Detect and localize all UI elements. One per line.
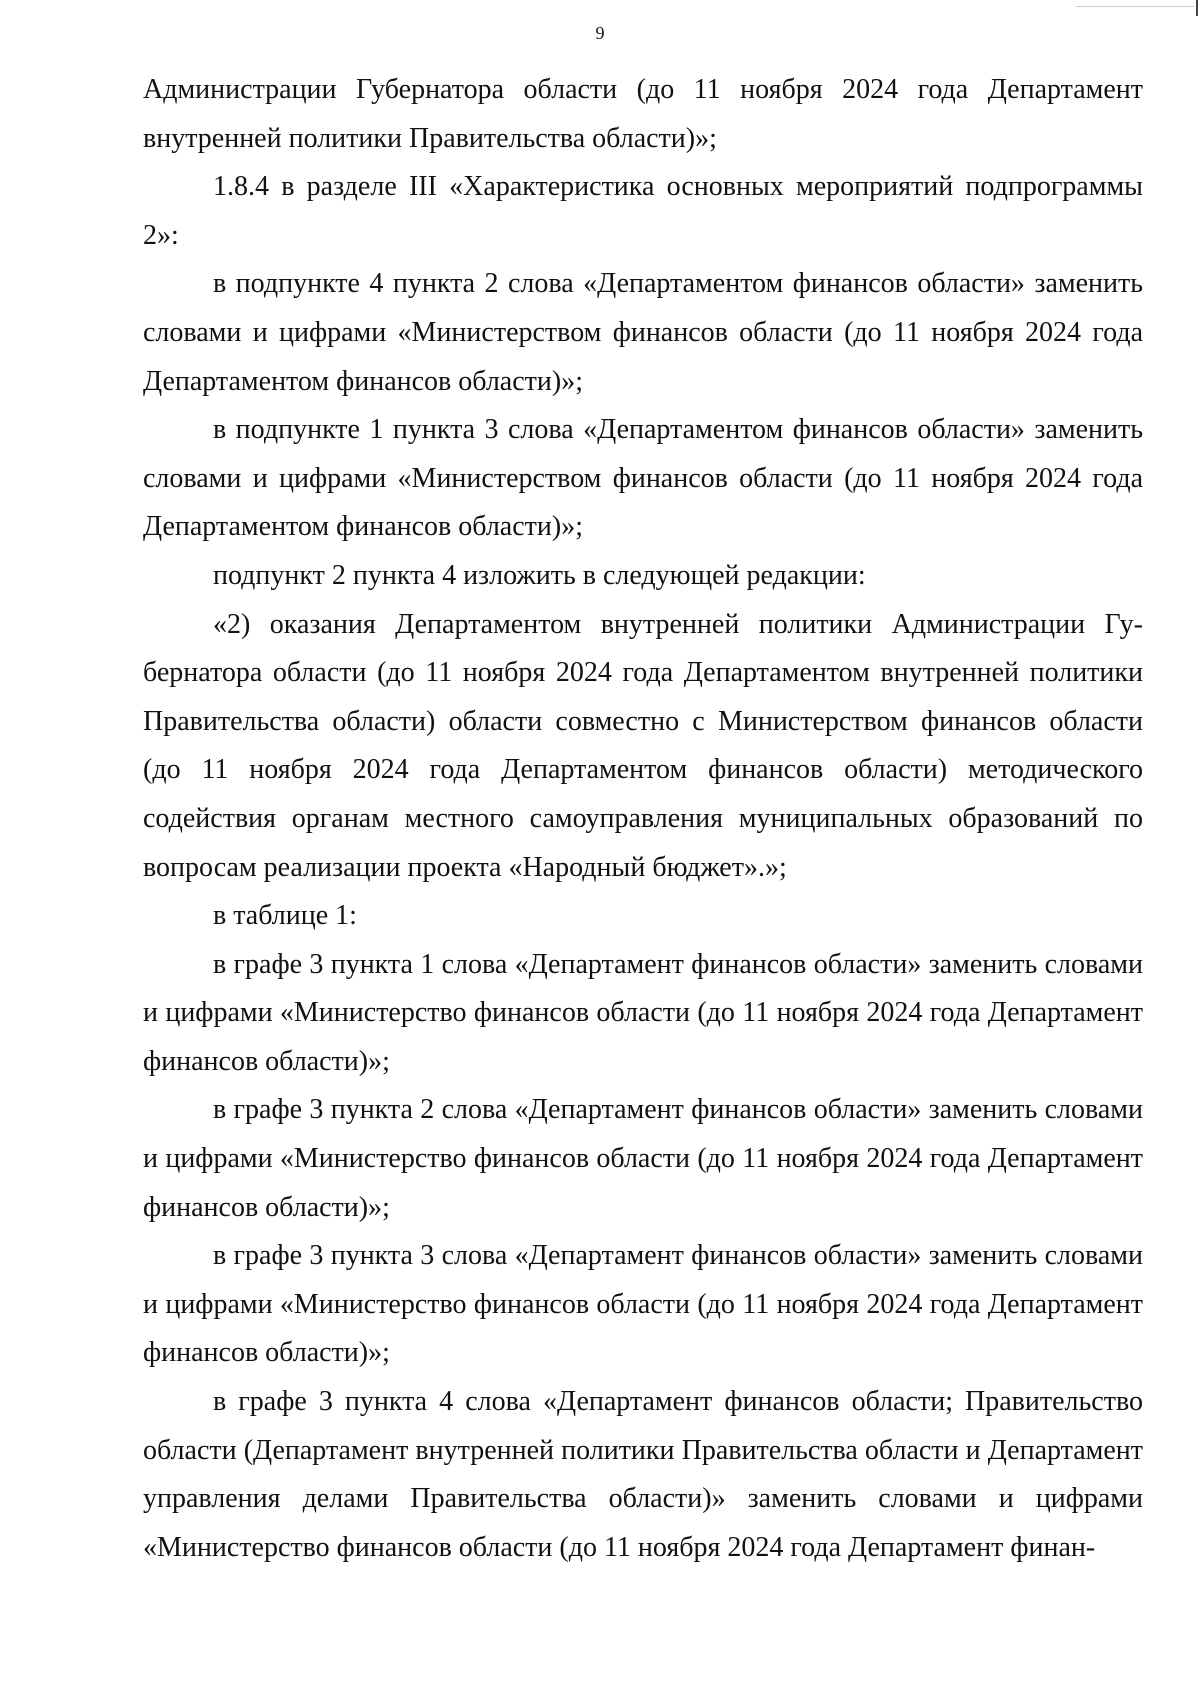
paragraph-column-3-point-3: в графе 3 пункта 3 слова «Департамент финансов области» заменить словами и цифрами «Министерство финансов области (до 11 ноября 2024 года Департамент финансов области)»; [143,1240,1143,1369]
paragraph-subpoint-2-point-4: подпункт 2 пункта 4 изложить в следующей редакции: [213,559,866,591]
paragraph-continuation: Администрации Губернатора области (до 11 ноября 2024 года Департамент внутренней политики Правительства области)»; [143,74,1143,154]
paragraph-section-1-8-4: 1.8.4 в разделе III «Характеристика основных мероприятий подпрограммы 2»: [143,171,1143,251]
paragraph-subpoint-1-point-3: в подпункте 1 пункта 3 слова «Департаментом финансов области» заменить словами и цифрами «Министерством финансов области (до 11 ноября 2024 года Департаментом финансов области)»; [143,414,1143,543]
scan-edge-line [1076,0,1194,7]
paragraph-new-wording: «2) оказания Департаментом внутренней политики Администрации Губернатора области (до 11 ноября 2024 года Департаментом внутренней политики Правительства области) области совместно с Министерством финансов области (до 11 ноября 2024 года Департаментом финансов области) методического содействия органам местного самоуправления муниципальных образований по вопросам реализации проекта «Народный бюджет».»; [143,608,1143,883]
document-body [143,66,1143,1572]
paragraph-column-3-point-2: в графе 3 пункта 2 слова «Департамент финансов области» заменить словами и цифрами «Министерство финансов области (до 11 ноября 2024 года Департамент финансов области)»; [143,1094,1143,1223]
paragraph-subpoint-4-point-2: в подпункте 4 пункта 2 слова «Департаментом финансов области» заменить словами и цифрами «Министерством финансов области (до 11 ноября 2024 года Департаментом финансов области)»; [143,268,1143,397]
paragraph-column-3-point-4: в графе 3 пункта 4 слова «Департамент финансов области; Правительство области (Департамент внутренней политики Правительства области и Департамент управления делами Правительства области)» заменить словами и цифрами «Министерство финансов области (до 11 ноября 2024 года Департамент финан- [143,1386,1143,1563]
paragraph-column-3-point-1: в графе 3 пункта 1 слова «Департамент финансов области» заменить словами и цифрами «Министерство финансов области (до 11 ноября 2024 года Департамент финансов области)»; [143,948,1143,1077]
scan-edge-tick [1196,0,1198,16]
page-number: 9 [595,23,605,43]
paragraph-table-1: в таблице 1: [213,900,357,932]
